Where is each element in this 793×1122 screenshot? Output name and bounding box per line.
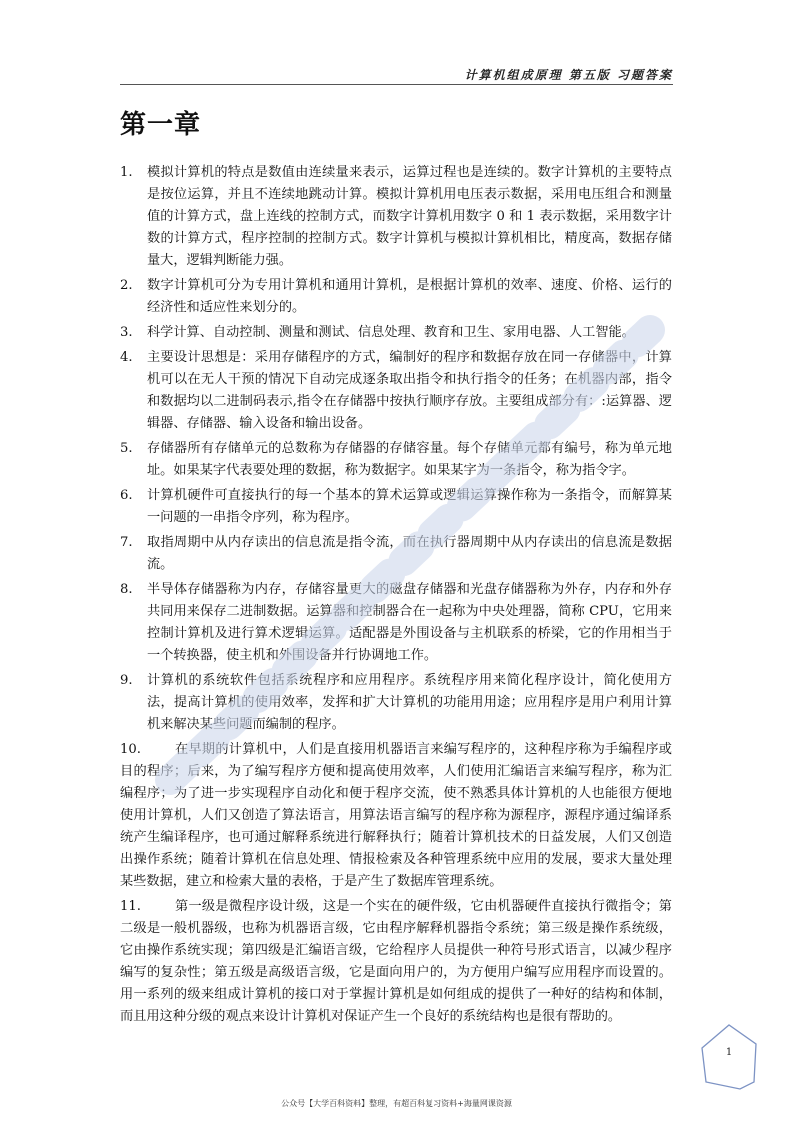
answer-item-9 — [120, 670, 672, 736]
answer-item-7 — [120, 532, 672, 576]
item-text: 取指周期中从内存读出的信息流是指令流，而在执行器周期中从内存读出的信息流是数据流。 — [147, 535, 672, 572]
item-text: 模拟计算机的特点是数值由连续量来表示，运算过程也是连续的。数字计算机的主要特点是按位运算，并且不连续地跳动计算。模拟计算机用电压表示数据，采用电压组合和测量值的计算方式，盘上连线的控制方式，而数字计算机用数字 0 和 1 表示数据，采用数字计数的计算方式，程序控制的控制方式。数字计算机与模拟计算机相比，精度高，数据存储量大，逻辑判断能力强。 — [147, 165, 672, 268]
answer-item-2 — [120, 275, 672, 319]
item-text: 数字计算机可分为专用计算机和通用计算机，是根据计算机的效率、速度、价格、运行的经济性和适应性来划分的。 — [147, 278, 672, 315]
footer-note: 公众号【大学百科资料】整理，有超百科复习资料+海量网课资源 — [281, 1099, 512, 1108]
item-text: 第一级是微程序设计级，这是一个实在的硬件级，它由机器硬件直接执行微指令；第二级是一般机器级，也称为机器语言级，它由程序解释机器指令系统；第三级是操作系统级，它由操作系统实现；第四级是汇编语言级，它给程序人员提供一种符号形式语言，以减少程序编写的复杂性；第五级是高级语言级，它是面向用户的，为方便用户编写应用程序而设置的。用一系列的级来组成计算机的接口对于掌握计算机是如何组成的提供了一种好的结构和体制，而且用这种分级的观点来设计计算机对保证产生一个良好的系统结构也是很有帮助的。 — [120, 899, 672, 1024]
item-text: 在早期的计算机中，人们是直接用机器语言来编写程序的，这种程序称为手编程序或目的程序；后来，为了编写程序方便和提高使用效率，人们使用汇编语言来编写程序，称为汇编程序；为了进一步实现程序自动化和便于程序交流，使不熟悉具体计算机的人也能很方便地使用计算机，人们又创造了算法语言，用算法语言编写的程序称为源程序，源程序通过编译系统产生编译程序，也可通过解释系统进行解释执行；随着计算机技术的日益发展，人们又创造出操作系统；随着计算机在信息处理、情报检索及各种管理系统中应用的发展，要求大量处理某些数据，建立和检索大量的表格，于是产生了数据库管理系统。 — [120, 742, 672, 889]
item-number: 1. — [120, 165, 133, 180]
item-text: 存储器所有存储单元的总数称为存储器的存储容量。每个存储单元都有编号，称为单元地址。如果某字代表要处理的数据，称为数据字。如果某字为一条指令，称为指令字。 — [147, 441, 672, 478]
chapter-title: 第一章 — [120, 110, 202, 140]
item-number: 3. — [120, 325, 133, 340]
answer-item-1 — [120, 162, 672, 272]
item-number: 4. — [120, 350, 133, 365]
answer-item-11 — [120, 896, 672, 1028]
item-text: 科学计算、自动控制、测量和测试、信息处理、教育和卫生、家用电器、人工智能。 — [147, 325, 635, 340]
page-number: 1 — [725, 1047, 733, 1058]
answer-item-3 — [120, 322, 672, 344]
item-number: 8. — [120, 582, 133, 597]
item-text: 计算机的系统软件包括系统程序和应用程序。系统程序用来简化程序设计，简化使用方法，提高计算机的使用效率，发挥和扩大计算机的功能用用途；应用程序是用户利用计算机来解决某些问题而编制的程序。 — [147, 673, 672, 732]
item-number: 11. — [120, 899, 141, 914]
item-number: 9. — [120, 673, 133, 688]
answer-item-10 — [120, 739, 672, 893]
answer-item-8 — [120, 579, 672, 667]
header-rule — [120, 84, 673, 85]
item-text: 半导体存储器称为内存，存储容量更大的磁盘存储器和光盘存储器称为外存，内存和外存共同用来保存二进制数据。运算器和控制器合在一起称为中央处理器，简称 CPU，它用来控制计算机及进行算术逻辑运算。适配器是外围设备与主机联系的桥梁，它的作用相当于一个转换器，使主机和外围设备并行协调地工作。 — [147, 582, 672, 663]
item-number: 5. — [120, 441, 133, 456]
item-text: 主要设计思想是：采用存储程序的方式，编制好的程序和数据存放在同一存储器中，计算机可以在无人干预的情况下自动完成逐条取出指令和执行指令的任务；在机器内部，指令和数据均以二进制码表示,指令在存储器中按执行顺序存放。主要组成部分有：:运算器、逻辑器、存储器、输入设备和输出设备。 — [147, 350, 672, 431]
answer-item-6 — [120, 485, 672, 529]
answer-item-5 — [120, 438, 672, 482]
item-number: 2. — [120, 278, 133, 293]
item-number: 10. — [120, 742, 141, 757]
answer-item-4 — [120, 347, 672, 435]
running-header-title: 计算机组成原理 第五版 习题答案 — [464, 68, 673, 82]
answer-list — [120, 162, 672, 1031]
item-number: 7. — [120, 535, 133, 550]
item-number: 6. — [120, 488, 133, 503]
item-text: 计算机硬件可直接执行的每一个基本的算术运算或逻辑运算操作称为一条指令，而解算某一问题的一串指令序列，称为程序。 — [147, 488, 672, 525]
